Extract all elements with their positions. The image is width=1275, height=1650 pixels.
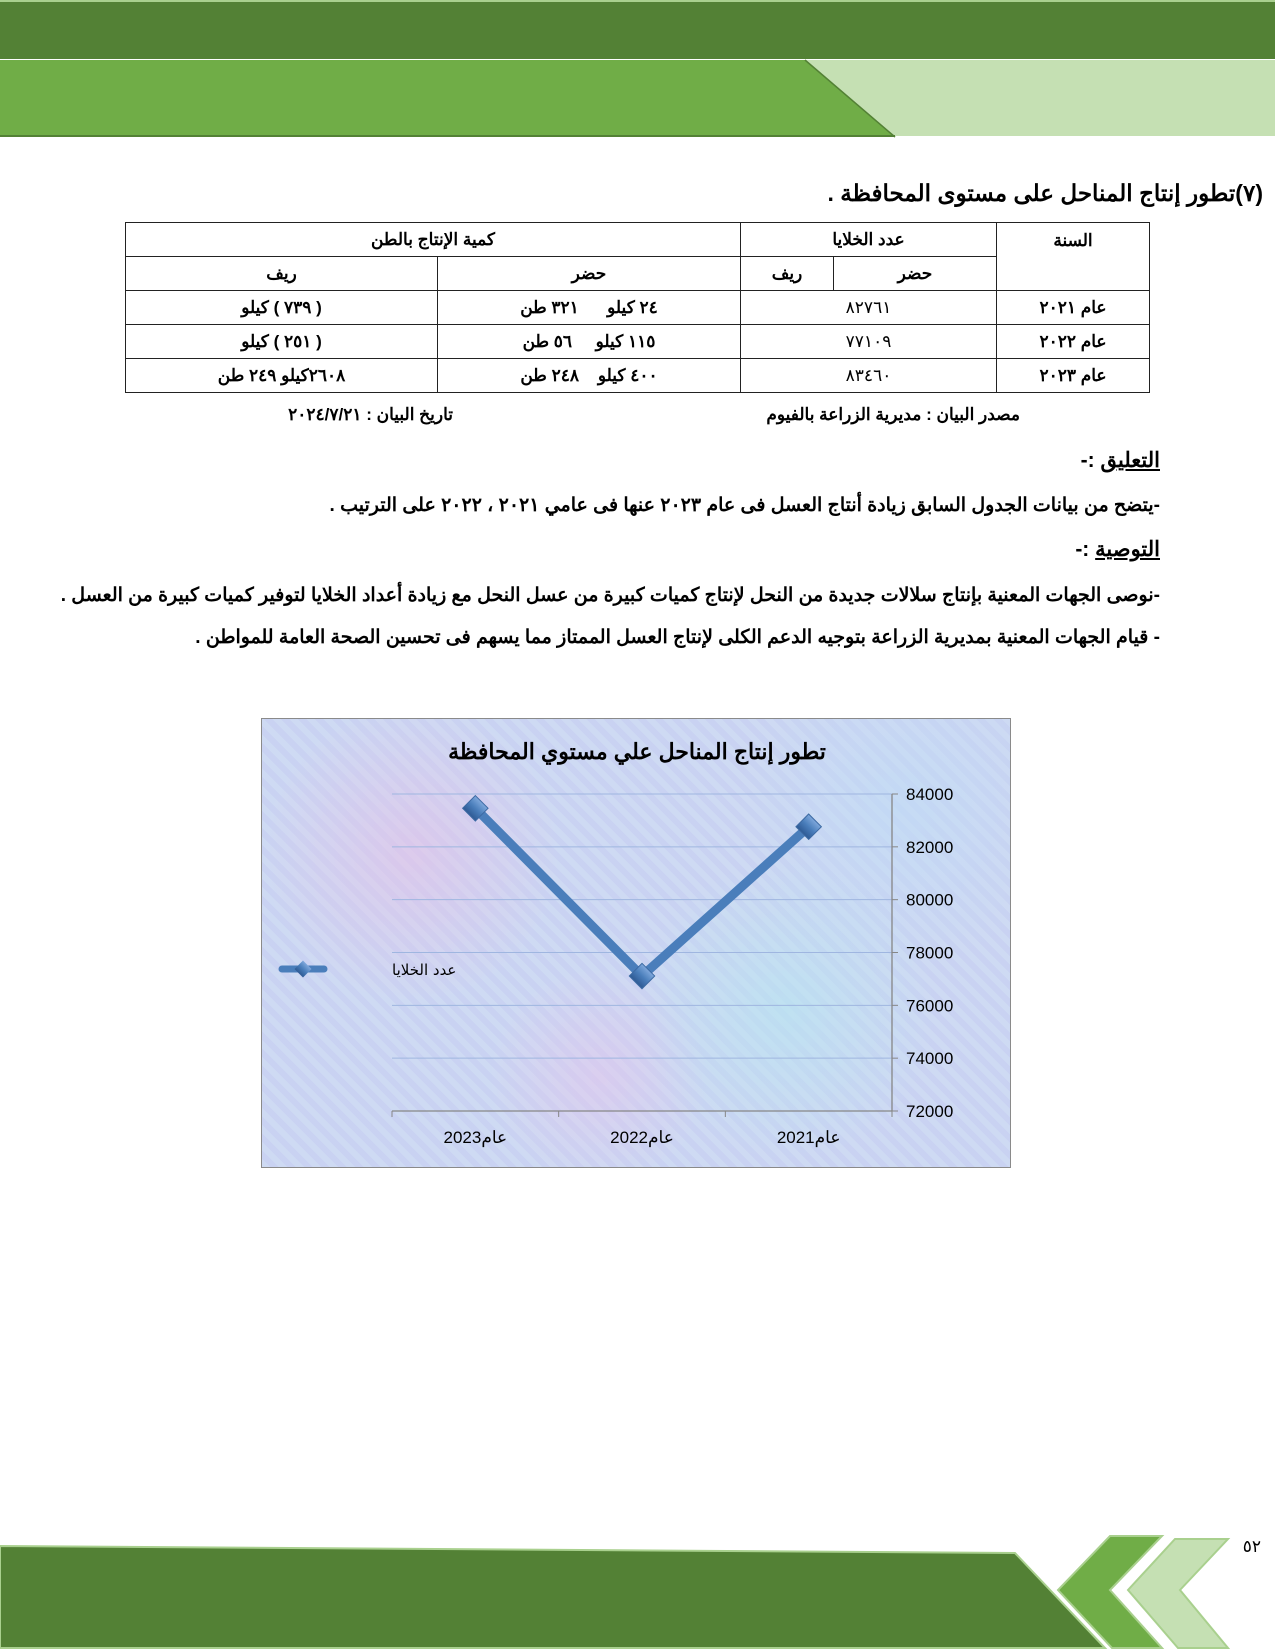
header-mid-band <box>0 60 895 137</box>
data-source: مصدر البيان : مديرية الزراعة بالفيوم <box>766 405 1020 424</box>
y-tick-label: 76000 <box>906 996 954 1016</box>
gridlines <box>392 794 892 1058</box>
y-tick-label: 78000 <box>906 943 954 963</box>
table-row <box>126 325 1150 359</box>
recommendation-heading <box>1075 537 1160 562</box>
cell-prod-urban: ١١٥ كيلو ٥٦ طن <box>438 325 741 359</box>
table-row <box>126 291 1150 325</box>
x-tick-label: عام2023 <box>443 1128 508 1147</box>
footer-banner <box>0 1530 1275 1650</box>
recommendation-item: -نوصى الجهات المعنية بإنتاج سلالات جديدة من النحل لإنتاج كميات كبيرة من عسل النحل مع زيادة أعداد الخلايا لتوفير كميات كبيرة من العسل . <box>60 585 1160 606</box>
y-tick-label: 84000 <box>906 785 954 804</box>
comment-heading <box>1081 448 1160 473</box>
data-date: تاريخ البيان : ٢٠٢٤/٧/٢١ <box>288 405 453 424</box>
cell-hives: ٧٧١٠٩ <box>741 325 997 359</box>
cell-prod-rural: ( ٧٣٩ ) كيلو <box>126 291 438 325</box>
line-chart <box>261 718 1011 1168</box>
section-title: (٧)تطور إنتاج المناحل على مستوى المحافظة . <box>827 180 1263 206</box>
y-tick-label: 82000 <box>906 837 954 857</box>
recommendation-heading-suffix: :- <box>1075 538 1096 561</box>
cell-prod-rural: ( ٢٥١ ) كيلو <box>126 325 438 359</box>
cell-year: عام ٢٠٢٢ <box>997 325 1150 359</box>
chart-svg <box>262 719 1012 1169</box>
legend <box>282 961 456 979</box>
cell-hives: ٨٢٧٦١ <box>741 291 997 325</box>
header-hives-urban: حضر <box>834 257 997 291</box>
table-subheader-row <box>126 257 1150 291</box>
header-prod-rural: ريف <box>126 257 438 291</box>
cell-prod-urban: ٢٤ كيلو ٣٢١ طن <box>438 291 741 325</box>
y-tick-label: 74000 <box>906 1049 954 1069</box>
page-number: ٥٢ <box>1242 1537 1261 1557</box>
y-tick-label: 80000 <box>906 890 954 910</box>
header-hives-rural: ريف <box>741 257 834 291</box>
cell-hives: ٨٣٤٦٠ <box>741 359 997 393</box>
x-tick-label: عام2021 <box>776 1128 841 1147</box>
legend-marker <box>295 961 312 978</box>
table-row <box>126 359 1150 393</box>
axes <box>392 785 953 1148</box>
cell-prod-rural: ٢٦٠٨كيلو ٢٤٩ طن <box>126 359 438 393</box>
cell-prod-urban: ٤٠٠ كيلو ٢٤٨ طن <box>438 359 741 393</box>
series-line <box>463 796 822 989</box>
header-prod-urban: حضر <box>438 257 741 291</box>
comment-heading-suffix: :- <box>1080 449 1101 472</box>
header-banner <box>0 0 1275 140</box>
y-tick-label: 72000 <box>906 1102 954 1121</box>
chart-title: تطور إنتاج المناحل علي مستوي المحافظة <box>448 739 826 764</box>
comment-text: -يتضح من بيانات الجدول السابق زيادة أنتاج العسل فى عام ٢٠٢٣ عنها فى عامي ٢٠٢١ ، ٢٠٢٢ على الترتيب . <box>329 495 1160 516</box>
cell-year: عام ٢٠٢٣ <box>997 359 1150 393</box>
apiary-production-table <box>125 222 1150 393</box>
table-header-row <box>126 223 1150 257</box>
x-tick-label: عام2022 <box>610 1128 674 1147</box>
header-hives: عدد الخلايا <box>741 223 997 257</box>
header-year: السنة <box>997 223 1150 291</box>
header-dark-band <box>0 0 1275 59</box>
comment-heading-label: التعليق <box>1100 449 1160 472</box>
cell-year: عام ٢٠٢١ <box>997 291 1150 325</box>
recommendation-item: - قيام الجهات المعنية بمديرية الزراعة بتوجيه الدعم الكلى لإنتاج العسل الممتاز مما يسهم فى تحسين الصحة العامة للمواطن . <box>195 627 1160 648</box>
legend-label: عدد الخلايا <box>392 961 457 979</box>
header-production: كمية الإنتاج بالطن <box>126 223 741 257</box>
footer-dark-band <box>0 1546 1105 1648</box>
series-polyline <box>475 808 808 976</box>
recommendation-heading-label: التوصية <box>1095 538 1160 561</box>
